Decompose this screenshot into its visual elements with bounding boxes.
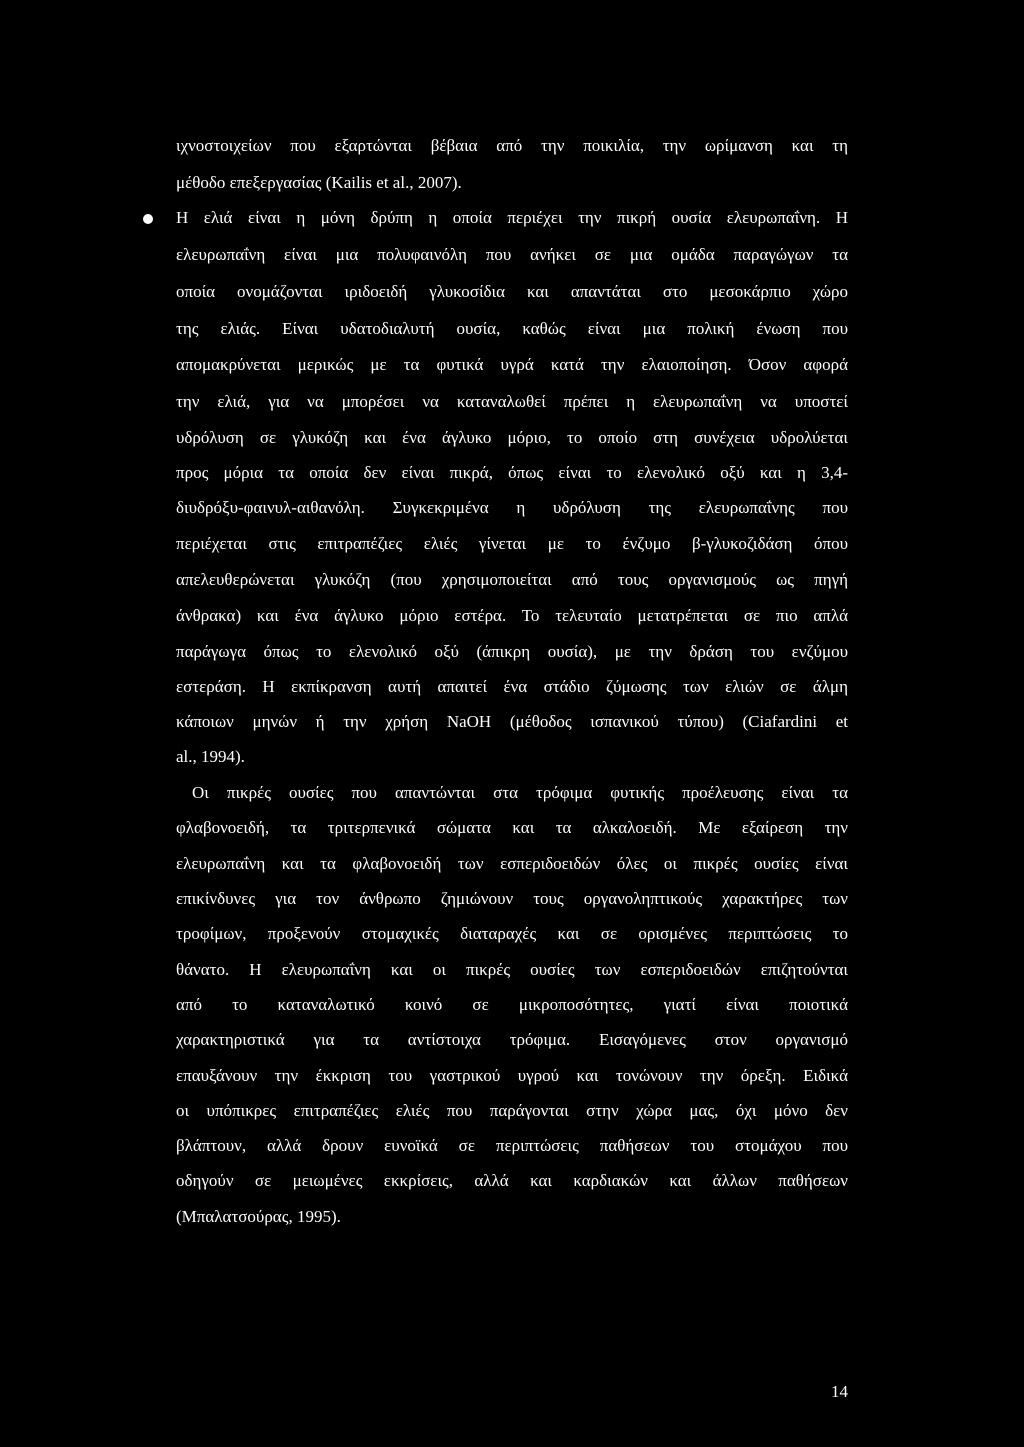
text-line: τροφίμων, προξενούν στομαχικές διαταραχές και σε ορισμένες περιπτώσεις το bbox=[176, 924, 848, 943]
text-line: απομακρύνεται μερικώς με τα φυτικά υγρά κατά την ελαιοποίηση. Όσον αφορά bbox=[176, 355, 848, 374]
text-line: ελευρωπαΐνη και τα φλαβονοειδή των εσπεριδοειδών όλες οι πικρές ουσίες είναι bbox=[176, 854, 848, 873]
text-line: Οι πικρές ουσίες που απαντώνται στα τρόφιμα φυτικής προέλευσης είναι τα bbox=[192, 783, 848, 802]
text-line: διυδρόξυ-φαινυλ-αιθανόλη. Συγκεκριμένα η υδρόλυση της ελευρωπαΐνης που bbox=[176, 498, 848, 517]
text-line: φλαβονοειδή, τα τριτερπενικά σώματα και τα αλκαλοειδή. Με εξαίρεση την bbox=[176, 818, 848, 837]
text-line: επικίνδυνες για τον άνθρωπο ζημιώνουν τους οργανοληπτικούς χαρακτήρες των bbox=[176, 889, 848, 908]
page-number: 14 bbox=[831, 1382, 848, 1401]
text-line: κάποιων μηνών ή την χρήση NaOH (μέθοδος ισπανικού τύπου) (Ciafardini et bbox=[176, 712, 848, 731]
text-line: χαρακτηριστικά για τα αντίστοιχα τρόφιμα. Εισαγόμενες στον οργανισμό bbox=[176, 1030, 848, 1049]
text-line: βλάπτουν, αλλά δρουν ευνοϊκά σε περιπτώσεις παθήσεων του στομάχου που bbox=[176, 1136, 848, 1155]
text-line: υδρόλυση σε γλυκόζη και ένα άγλυκο μόριο, το οποίο στη συνέχεια υδρολύεται bbox=[176, 428, 848, 447]
text-line: από το καταναλωτικό κοινό σε μικροποσότητες, γιατί είναι ποιοτικά bbox=[176, 995, 848, 1014]
text-line: απελευθερώνεται γλυκόζη (που χρησιμοποιείται από τους οργανισμούς ως πηγή bbox=[176, 570, 848, 589]
text-line: της ελιάς. Είναι υδατοδιαλυτή ουσία, καθώς είναι μια πολική ένωση που bbox=[176, 319, 848, 338]
text-line: εστεράση. Η εκπίκρανση αυτή απαιτεί ένα στάδιο ζύμωσης των ελιών σε άλμη bbox=[176, 677, 848, 696]
text-line: οποία ονομάζονται ιριδοειδή γλυκοσίδια και απαντάται στο μεσοκάρπιο χώρο bbox=[176, 282, 848, 301]
text-line: προς μόρια τα οποία δεν είναι πικρά, όπως είναι το ελενολικό οξύ και η 3,4- bbox=[176, 463, 848, 482]
text-line: επαυξάνουν την έκκριση του γαστρικού υγρού και τονώνουν την όρεξη. Ειδικά bbox=[176, 1066, 848, 1085]
text-line: ιχνοστοιχείων που εξαρτώνται βέβαια από την ποικιλία, την ωρίμανση και τη bbox=[176, 136, 848, 155]
text-line: παράγωγα όπως το ελενολικό οξύ (άπικρη ουσία), με την δράση του ενζύμου bbox=[176, 642, 848, 661]
text-line: οδηγούν σε μειωμένες εκκρίσεις, αλλά και καρδιακών και άλλων παθήσεων bbox=[176, 1171, 848, 1190]
text-line: ελευρωπαΐνη είναι μια πολυφαινόλη που ανήκει σε μια ομάδα παραγώγων τα bbox=[176, 245, 848, 264]
text-line: θάνατο. Η ελευρωπαΐνη και οι πικρές ουσίες των εσπεριδοειδών επιζητούνται bbox=[176, 960, 848, 979]
text-line: περιέχεται στις επιτραπέζιες ελιές γίνεται με το ένζυμο β-γλυκοζιδάση όπου bbox=[176, 534, 848, 553]
text-line: (Μπαλατσούρας, 1995). bbox=[176, 1207, 341, 1226]
text-line: μέθοδο επεξεργασίας (Kailis et al., 2007). bbox=[176, 173, 462, 192]
text-line: al., 1994). bbox=[176, 747, 245, 766]
text-line: οι υπόπικρες επιτραπέζιες ελιές που παράγονται στην χώρα μας, όχι μόνο δεν bbox=[176, 1101, 848, 1120]
text-line: Η ελιά είναι η μόνη δρύπη η οποία περιέχει την πικρή ουσία ελευρωπαΐνη. Η bbox=[176, 208, 848, 227]
bullet-icon bbox=[143, 214, 153, 224]
text-line: άνθρακα) και ένα άγλυκο μόριο εστέρα. Το τελευταίο μετατρέπεται σε πιο απλά bbox=[176, 606, 848, 625]
text-line: την ελιά, για να μπορέσει να καταναλωθεί πρέπει η ελευρωπαΐνη να υποστεί bbox=[176, 392, 848, 411]
